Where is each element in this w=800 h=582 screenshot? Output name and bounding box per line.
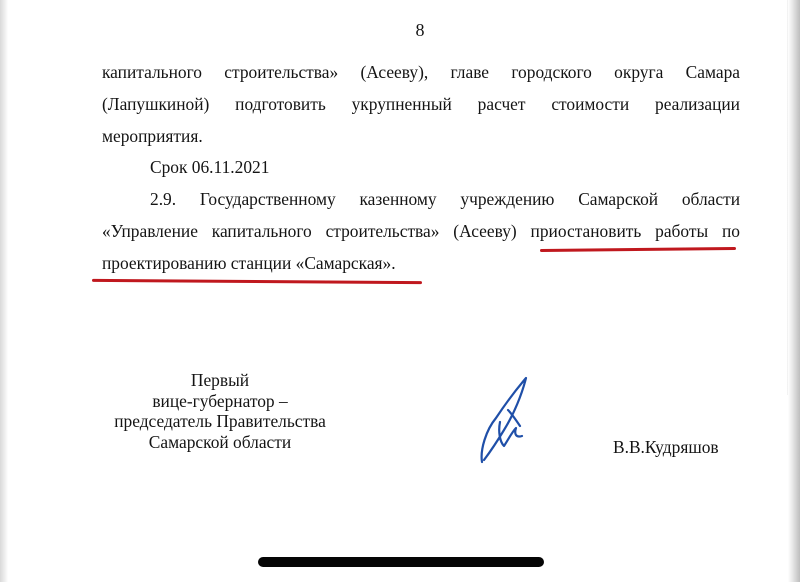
signer-name: В.В.Кудряшов <box>613 437 719 457</box>
signatory-title-line: Первый <box>190 370 250 390</box>
red-underline-mark <box>92 279 422 284</box>
home-indicator-icon[interactable] <box>258 557 544 567</box>
text-line: мероприятия. <box>102 126 203 146</box>
text-line: капитального строительства» (Асееву), главе городского округа Самара <box>102 62 740 82</box>
signatory-title-line: председатель Правительства <box>114 411 326 431</box>
deadline-line: Срок 06.11.2021 <box>150 157 270 177</box>
text-line: 2.9. Государственному казенному учреждению Самарской области <box>150 189 740 209</box>
signatory-title-line: Самарской области <box>148 431 292 452</box>
red-underline-mark <box>540 247 736 252</box>
text-line: (Лапушкиной) подготовить укрупненный расчет стоимости реализации <box>102 94 740 114</box>
signatory-title <box>100 370 340 452</box>
text-line: проектированию станции «Самарская». <box>102 253 396 273</box>
signatory-title-line: вице-губернатор – <box>152 390 288 411</box>
text-line: «Управление капитального строительства» (Асееву) приостановить работы по <box>102 221 740 241</box>
page-number: 8 <box>415 20 425 40</box>
signature-icon <box>470 370 550 470</box>
